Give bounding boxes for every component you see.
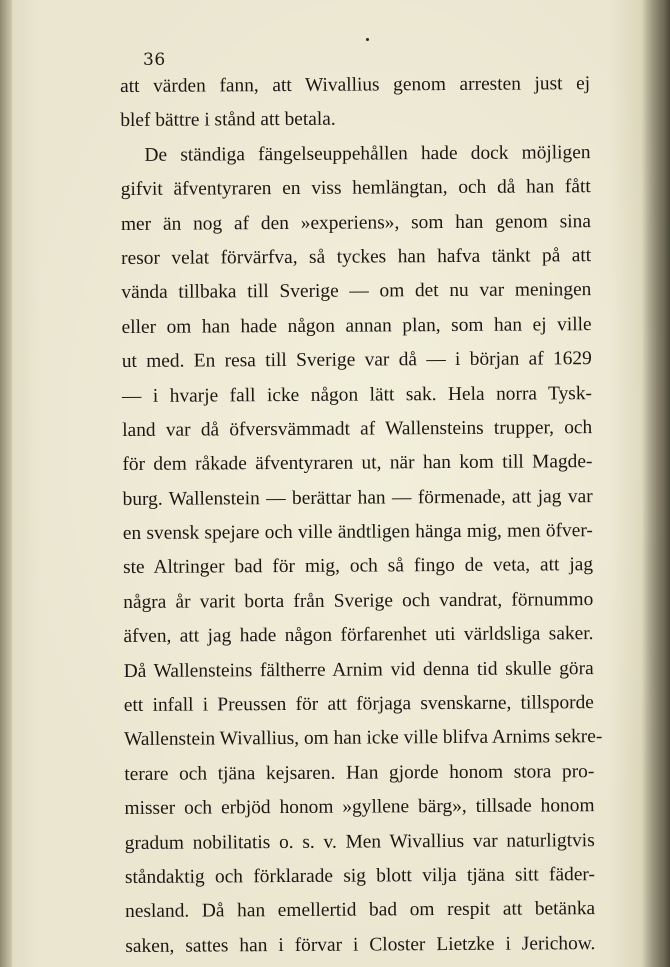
text-line: ett infall i Preussen för att förjaga svenskarne, tillsporde — [123, 692, 594, 717]
text-line: ut med. En resa till Sverige var då — i början af 1629 — [121, 348, 592, 373]
text-line: resor velat förvärfva, så tyckes han hafva tänkt på att — [121, 245, 592, 269]
text-line: burg. Wallenstein — berättar han — förmenade, att jag var — [122, 485, 593, 510]
text-line: ste Altringer bad för mig, och så fingo de veta, att jag — [122, 554, 594, 579]
text-line: — i hvarje fall icke någon lätt sak. Hela norra Tysk- — [121, 382, 593, 407]
text-line: gifvit äfventyraren en viss hemlängtan, och då han fått — [120, 176, 591, 201]
text-line: blef bättre i stånd att betala. — [120, 109, 336, 132]
text-line: för dem råkade äfventyraren ut, när han kom till Magde- — [122, 451, 593, 476]
text-line: saken, sattes han i förvar i Closter Lietzke i Jerichow. — [125, 932, 596, 957]
paragraph-start-line: De ständiga fängelseuppehållen hade dock möjligen — [144, 141, 591, 166]
text-line: mer än nog af den »experiens», som han genom sina — [120, 210, 591, 235]
ink-speck — [366, 38, 369, 41]
text-line: en svensk spejare och ville ändtligen hänga mig, men öfver- — [122, 520, 593, 545]
text-line: Då Wallensteins fältherre Arnim vid denna tid skulle göra — [123, 657, 594, 682]
text-line: gradum nobilitatis o. s. v. Men Wivallius var naturligtvis — [124, 829, 595, 854]
text-line: land var då öfversvämmadt af Wallensteins trupper, och — [122, 417, 593, 441]
page-edge-shadow — [642, 0, 670, 967]
text-line: att värden fann, att Wivallius genom arresten just ej — [120, 73, 591, 97]
text-line: misser och erbjöd honom »gyllene bärg», tillsade honom — [124, 795, 595, 820]
text-line: äfven, att jag hade någon förfarenhet uti världsliga saker. — [123, 623, 594, 648]
text-line: ståndaktig och förklarade sig blott vilja tjäna sitt fäder- — [124, 864, 595, 888]
text-line: eller om han hade någon annan plan, som han ej ville — [121, 313, 592, 338]
text-line: vända tillbaka till Sverige — om det nu var meningen — [121, 279, 592, 304]
text-line: terare och tjäna kejsaren. Han gjorde honom stora pro- — [124, 760, 595, 785]
body-text — [120, 67, 603, 964]
text-line: nesland. Då han emellertid bad om respit att betänka — [125, 898, 596, 923]
page-gutter-shadow — [0, 0, 12, 967]
page-number: 36 — [143, 50, 166, 70]
text-line: några år varit borta från Sverige och vandrat, förnummo — [123, 588, 594, 613]
text-line: Wallenstein Wivallius, om han icke ville blifva Arnims sekre- — [124, 726, 603, 751]
